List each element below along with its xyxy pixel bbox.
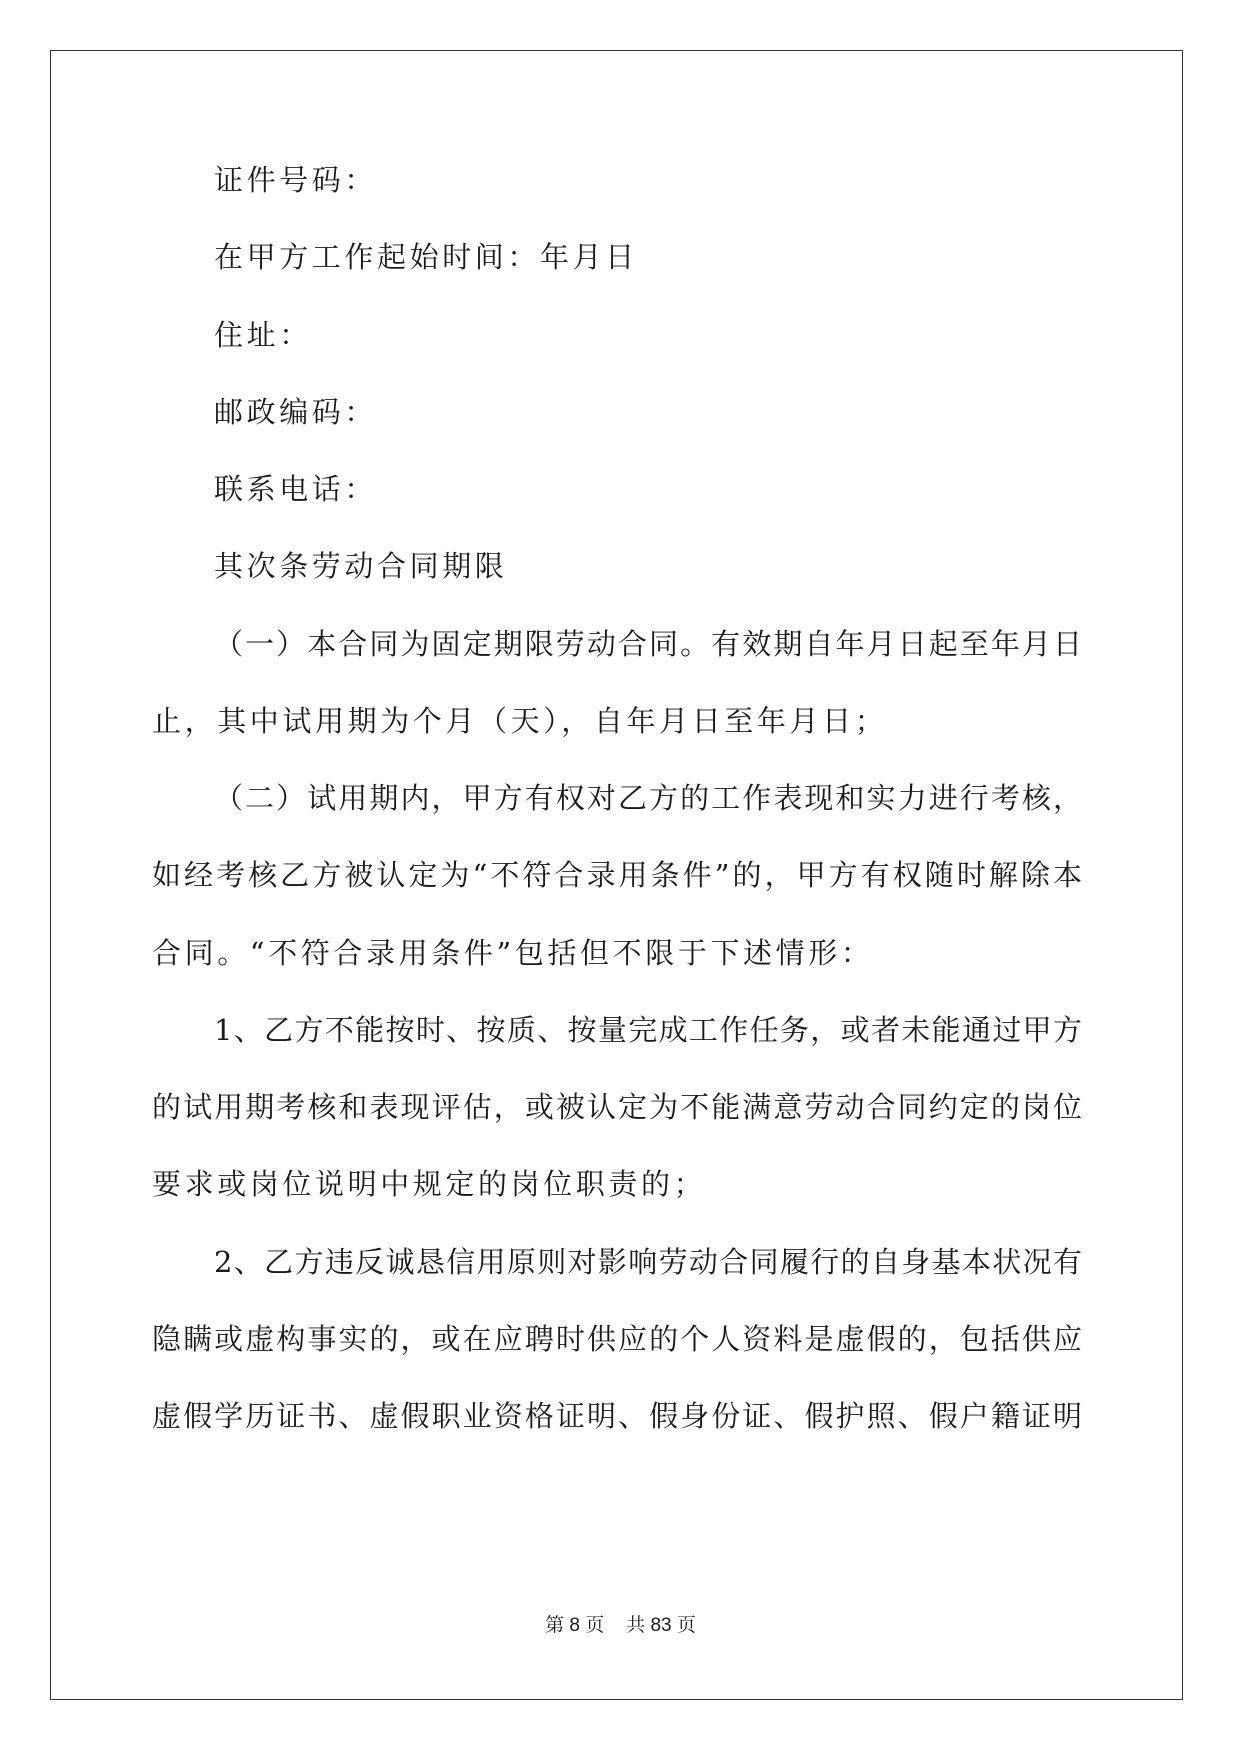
paragraph-line: 1、乙方不能按时、按质、按量完成工作任务，或者未能通过甲方	[214, 1013, 1082, 1047]
page-number: 第 8 页	[545, 1615, 605, 1636]
paragraph-line: 合同。“不符合录用条件”包括但不限于下述情形：	[152, 936, 874, 970]
field-postal-code: 邮政编码：	[214, 395, 378, 429]
paragraph-line: （二）试用期内，甲方有权对乙方的工作表现和实力进行考核，	[214, 781, 1082, 815]
paragraph-line: 要求或岗位说明中规定的岗位职责的；	[152, 1167, 707, 1201]
field-phone: 联系电话：	[214, 472, 378, 506]
paragraph-line: 隐瞒或虚构事实的，或在应聘时供应的个人资料是虚假的，包括供应	[152, 1322, 1082, 1356]
paragraph-line: 止，其中试用期为个月（天），自年月日至年月日；	[152, 704, 888, 738]
page-footer	[0, 1614, 1241, 1638]
total-pages: 共 83 页	[626, 1615, 696, 1636]
paragraph-line: 如经考核乙方被认定为“不符合录用条件”的，甲方有权随时解除本	[152, 858, 1082, 892]
paragraph-line: 虚假学历证书、虚假职业资格证明、假身份证、假护照、假户籍证明	[152, 1399, 1082, 1433]
field-address: 住址：	[214, 318, 312, 352]
field-id-number: 证件号码：	[214, 163, 378, 197]
paragraph-line: 2、乙方违反诚恳信用原则对影响劳动合同履行的自身基本状况有	[214, 1245, 1082, 1279]
section-heading: 其次条劳动合同期限	[214, 549, 508, 583]
paragraph-line: （一）本合同为固定期限劳动合同。有效期自年月日起至年月日	[214, 627, 1082, 661]
paragraph-line: 的试用期考核和表现评估，或被认定为不能满意劳动合同约定的岗位	[152, 1090, 1082, 1124]
field-start-date: 在甲方工作起始时间：年月日	[214, 240, 638, 274]
